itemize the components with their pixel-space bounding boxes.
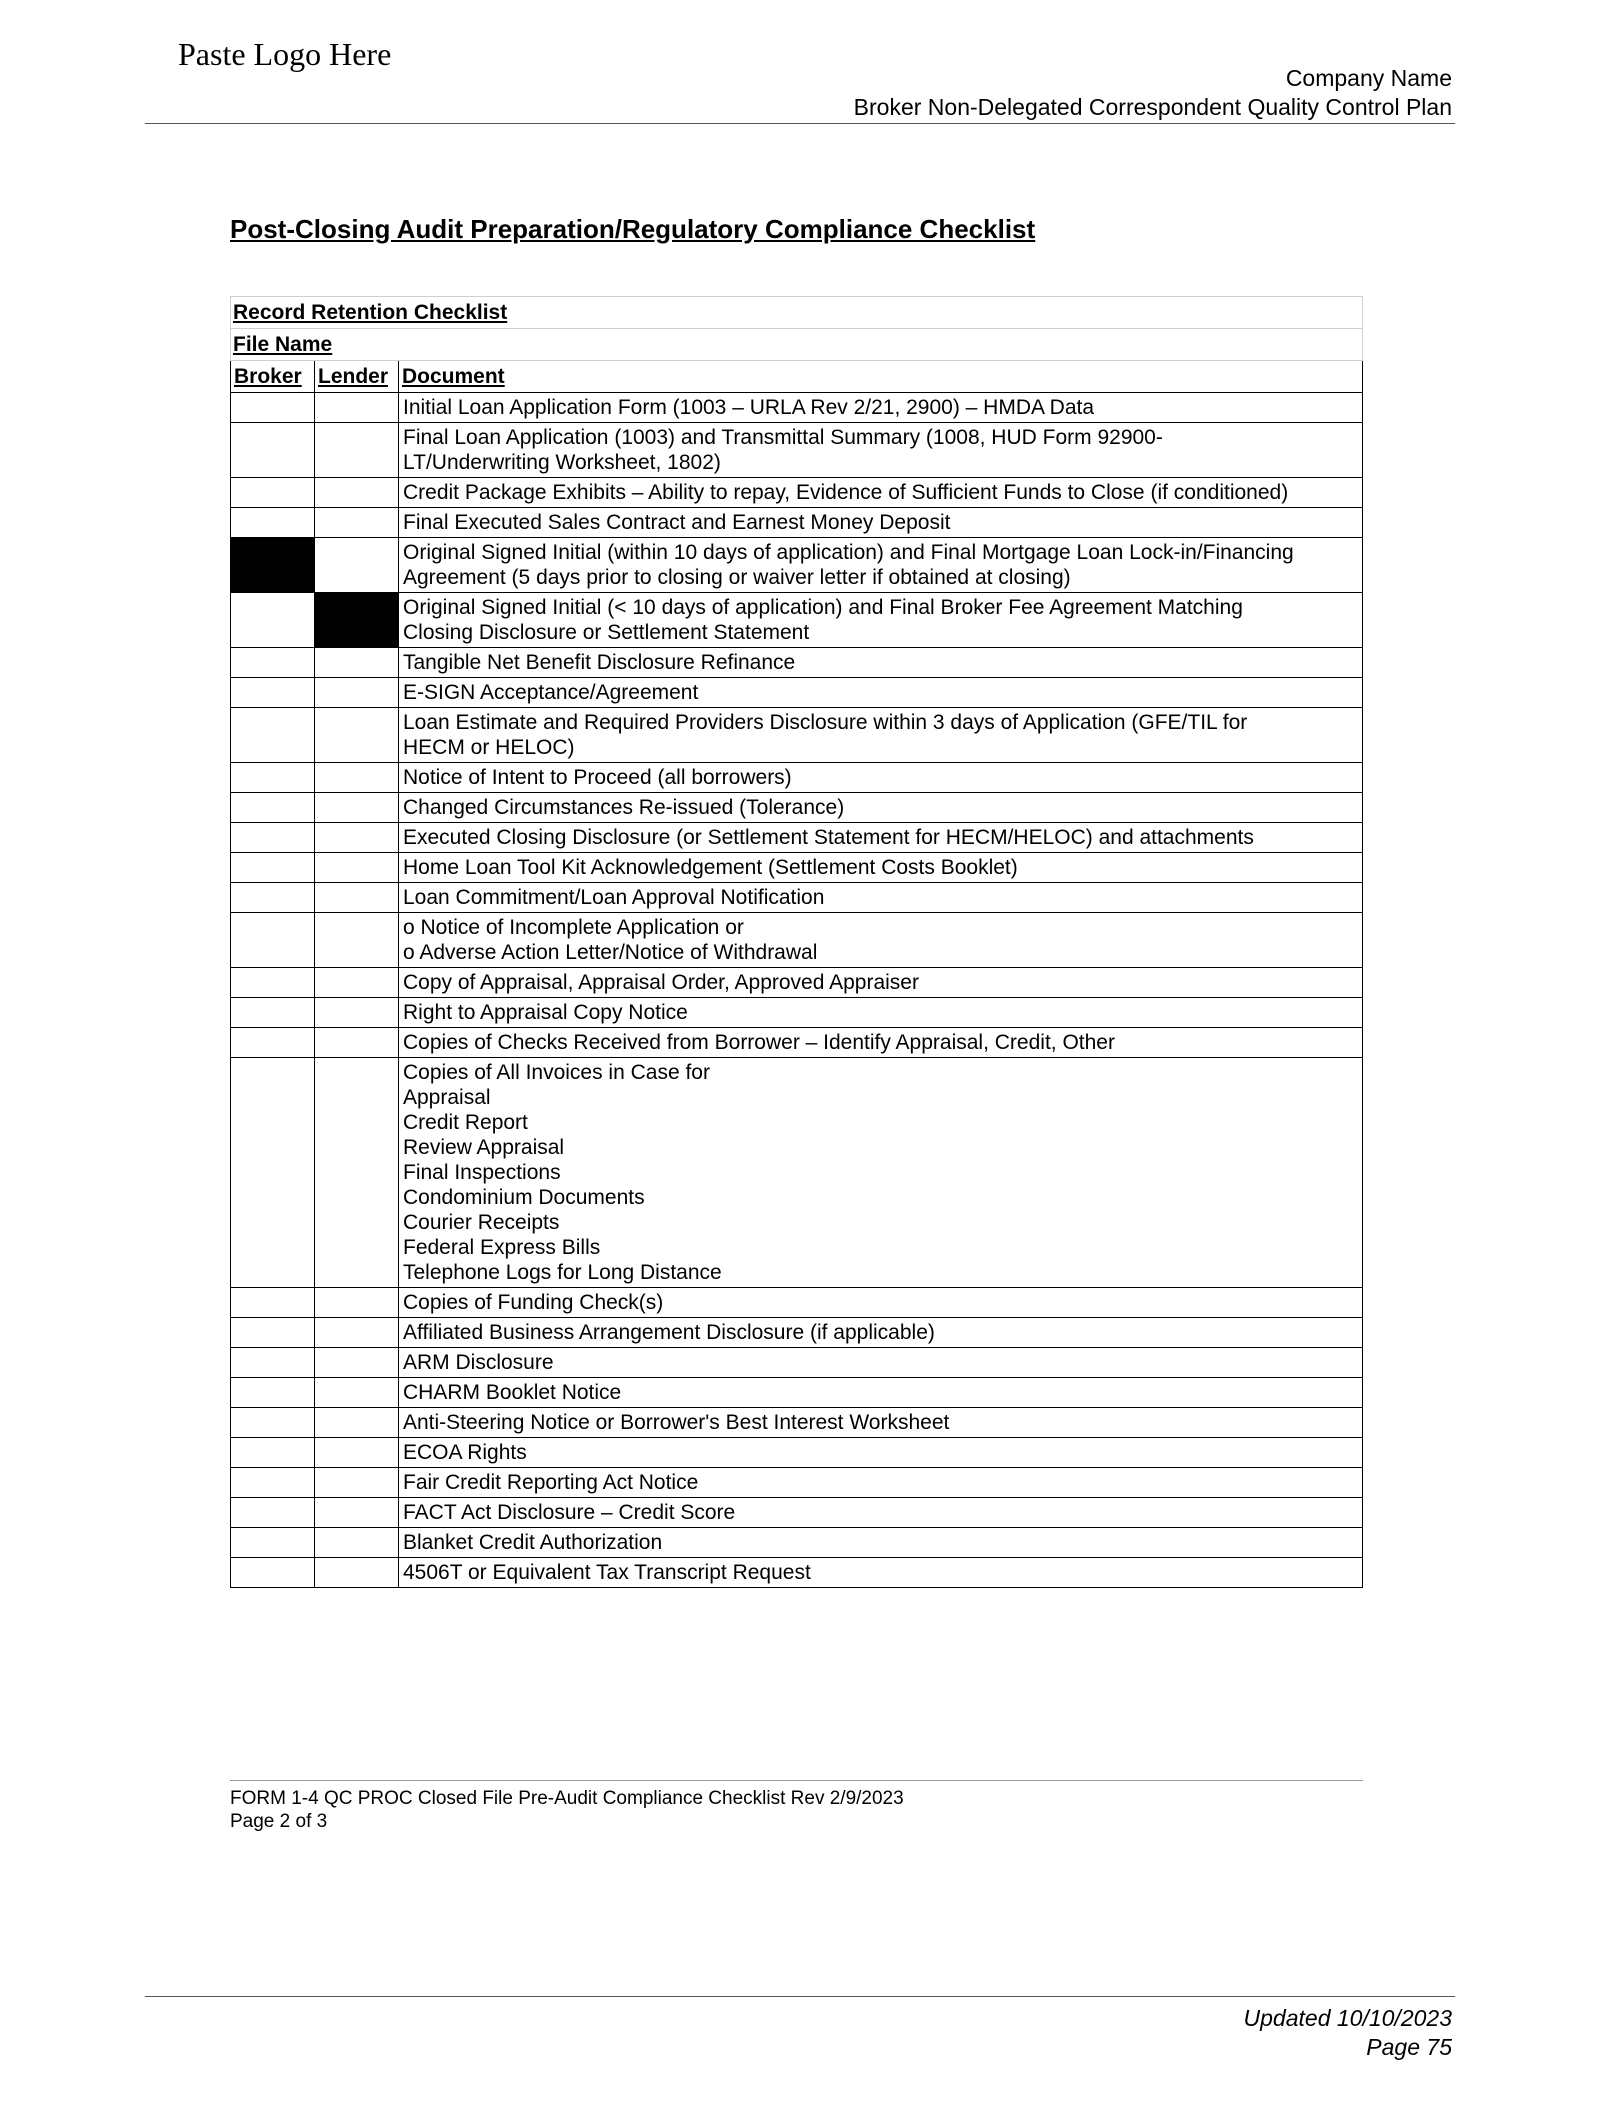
document-cell [399,1348,1363,1378]
record-retention-checklist-table [230,296,1363,1588]
document-cell [399,793,1363,823]
broker-check-cell[interactable] [231,708,315,763]
document-text: Copies of All Invoices in Case for [403,1061,710,1084]
column-header-row [231,361,1363,393]
logo-placeholder: Paste Logo Here [178,36,392,72]
column-header-broker: Broker [231,361,315,393]
document-cell [399,1028,1363,1058]
lender-check-cell[interactable] [315,823,399,853]
document-text: Appraisal [403,1086,491,1109]
document-text: Copy of Appraisal, Appraisal Order, Approved Appraiser [403,971,919,994]
page-footer [1244,2004,1452,2062]
column-header-document: Document [399,361,1363,393]
table-row [231,913,1363,968]
lender-check-cell[interactable] [315,1468,399,1498]
lender-check-cell[interactable] [315,423,399,478]
document-text: 4506T or Equivalent Tax Transcript Request [403,1561,811,1584]
broker-check-cell[interactable] [231,1378,315,1408]
document-text: Right to Appraisal Copy Notice [403,1001,688,1024]
document-text: Final Executed Sales Contract and Earnest Money Deposit [403,511,951,534]
file-name-row [231,329,1363,361]
broker-check-cell[interactable] [231,1028,315,1058]
table-row [231,1028,1363,1058]
lender-check-cell[interactable] [315,478,399,508]
page-header [854,64,1452,122]
document-text: Notice of Intent to Proceed (all borrowers) [403,766,792,789]
lender-check-cell[interactable] [315,883,399,913]
document-cell [399,853,1363,883]
broker-check-cell[interactable] [231,1288,315,1318]
document-cell [399,538,1363,593]
lender-check-cell[interactable] [315,1058,399,1288]
broker-check-cell[interactable] [231,853,315,883]
broker-check-cell[interactable] [231,508,315,538]
table-row [231,1378,1363,1408]
table-row [231,1058,1363,1288]
document-cell [399,763,1363,793]
lender-check-cell[interactable] [315,1378,399,1408]
table-row [231,998,1363,1028]
document-text: Loan Commitment/Loan Approval Notification [403,886,825,909]
document-text: Home Loan Tool Kit Acknowledgement (Settlement Costs Booklet) [403,856,1018,879]
form-identifier: FORM 1-4 QC PROC Closed File Pre-Audit Compliance Checklist Rev 2/9/2023 [230,1788,904,1809]
document-text: Federal Express Bills [403,1236,601,1259]
table-row [231,538,1363,593]
document-cell [399,393,1363,423]
table-row [231,1468,1363,1498]
table-row [231,1348,1363,1378]
document-cell [399,1498,1363,1528]
lender-check-cell[interactable] [315,1028,399,1058]
document-cell [399,998,1363,1028]
table-row [231,853,1363,883]
table-row [231,1318,1363,1348]
table-row [231,823,1363,853]
document-text: Final Inspections [403,1161,561,1184]
broker-check-cell[interactable] [231,478,315,508]
document-cell [399,508,1363,538]
section-label-row [231,297,1363,329]
broker-check-cell[interactable] [231,1318,315,1348]
document-cell [399,883,1363,913]
header-divider [145,123,1455,124]
document-cell [399,1408,1363,1438]
document-text: Anti-Steering Notice or Borrower's Best Interest Worksheet [403,1411,950,1434]
lender-check-cell[interactable] [315,1528,399,1558]
document-cell [399,593,1363,648]
document-text: Closing Disclosure or Settlement Statement [403,621,810,644]
document-cell [399,1528,1363,1558]
document-text: CHARM Booklet Notice [403,1381,622,1404]
lender-check-cell[interactable] [315,793,399,823]
document-cell [399,1438,1363,1468]
table-row [231,1498,1363,1528]
section-label: Record Retention Checklist [231,297,1363,329]
document-text: o Notice of Incomplete Application or [403,916,744,939]
document-cell [399,648,1363,678]
broker-check-cell[interactable] [231,1438,315,1468]
lender-check-cell[interactable] [315,538,399,593]
broker-check-cell[interactable] [231,648,315,678]
document-text: ECOA Rights [403,1441,527,1464]
table-row [231,708,1363,763]
table-row [231,1528,1363,1558]
updated-date: Updated 10/10/2023 [1243,2005,1452,2031]
document-cell [399,1318,1363,1348]
table-row [231,1408,1363,1438]
document-text: ARM Disclosure [403,1351,554,1374]
document-text: Initial Loan Application Form (1003 – URLA Rev 2/21, 2900) – HMDA Data [403,396,1095,419]
document-text: Affiliated Business Arrangement Disclosure (if applicable) [403,1321,935,1344]
document-text: Condominium Documents [403,1186,645,1209]
document-text: Tangible Net Benefit Disclosure Refinance [403,651,796,674]
table-row [231,593,1363,648]
broker-check-cell[interactable] [231,1468,315,1498]
lender-check-cell[interactable] [315,1558,399,1588]
page-number: Page 75 [1366,2034,1452,2060]
document-text: FACT Act Disclosure – Credit Score [403,1501,736,1524]
document-text: E-SIGN Acceptance/Agreement [403,681,699,704]
document-text: Original Signed Initial (within 10 days of application) and Final Mortgage Loan Lock-in/Financing [403,541,1294,564]
lender-check-cell[interactable] [315,968,399,998]
lender-check-cell[interactable] [315,648,399,678]
lender-check-cell [315,593,399,648]
document-cell [399,478,1363,508]
document-cell [399,708,1363,763]
document-text: Telephone Logs for Long Distance [403,1261,722,1284]
lender-check-cell[interactable] [315,1408,399,1438]
lender-check-cell[interactable] [315,508,399,538]
table-row [231,968,1363,998]
document-cell [399,423,1363,478]
document-text: Review Appraisal [403,1136,565,1159]
form-page-number: Page 2 of 3 [230,1811,328,1832]
document-text: LT/Underwriting Worksheet, 1802) [403,451,721,474]
footer-divider [145,1996,1455,1997]
broker-check-cell[interactable] [231,1498,315,1528]
document-text: Copies of Funding Check(s) [403,1291,664,1314]
table-row [231,883,1363,913]
broker-check-cell[interactable] [231,883,315,913]
broker-check-cell[interactable] [231,1058,315,1288]
column-header-lender: Lender [315,361,399,393]
table-row [231,648,1363,678]
lender-check-cell[interactable] [315,708,399,763]
document-cell [399,1288,1363,1318]
plan-title: Broker Non-Delegated Correspondent Quality Control Plan [853,94,1452,120]
lender-check-cell[interactable] [315,913,399,968]
table-row [231,1558,1363,1588]
lender-check-cell[interactable] [315,1348,399,1378]
form-footer [230,1780,1363,1833]
document-text: HECM or HELOC) [403,736,575,759]
broker-check-cell[interactable] [231,1408,315,1438]
broker-check-cell [231,538,315,593]
file-name-label: File Name [231,329,1363,361]
document-text: Courier Receipts [403,1211,560,1234]
document-cell [399,968,1363,998]
table-row [231,1438,1363,1468]
document-text: Loan Estimate and Required Providers Disclosure within 3 days of Application (GFE/TIL for [403,711,1248,734]
document-text: Changed Circumstances Re-issued (Tolerance) [403,796,845,819]
document-text: Credit Package Exhibits – Ability to repay, Evidence of Sufficient Funds to Close (if conditioned) [403,481,1289,504]
lender-check-cell[interactable] [315,1498,399,1528]
broker-check-cell[interactable] [231,1348,315,1378]
table-row [231,478,1363,508]
document-cell [399,1378,1363,1408]
table-row [231,763,1363,793]
lender-check-cell[interactable] [315,393,399,423]
broker-check-cell[interactable] [231,823,315,853]
lender-check-cell[interactable] [315,678,399,708]
lender-check-cell[interactable] [315,1318,399,1348]
document-cell [399,678,1363,708]
document-cell [399,913,1363,968]
document-text: Agreement (5 days prior to closing or waiver letter if obtained at closing) [403,566,1071,589]
broker-check-cell[interactable] [231,678,315,708]
document-text: Original Signed Initial (< 10 days of application) and Final Broker Fee Agreement Matching [403,596,1243,619]
broker-check-cell[interactable] [231,763,315,793]
table-row [231,678,1363,708]
document-cell [399,1468,1363,1498]
table-row [231,1288,1363,1318]
broker-check-cell[interactable] [231,1558,315,1588]
page-title: Post-Closing Audit Preparation/Regulatory Compliance Checklist [230,214,1036,244]
document-cell [399,1558,1363,1588]
document-text: Copies of Checks Received from Borrower – Identify Appraisal, Credit, Other [403,1031,1115,1054]
broker-check-cell[interactable] [231,393,315,423]
table-row [231,508,1363,538]
broker-check-cell[interactable] [231,913,315,968]
lender-check-cell[interactable] [315,1438,399,1468]
company-name: Company Name [1285,65,1452,91]
document-text: Blanket Credit Authorization [403,1531,663,1554]
broker-check-cell[interactable] [231,593,315,648]
document-text: Credit Report [403,1111,528,1134]
document-text: Final Loan Application (1003) and Transmittal Summary (1008, HUD Form 92900- [403,426,1163,449]
document-text: Fair Credit Reporting Act Notice [403,1471,699,1494]
lender-check-cell[interactable] [315,763,399,793]
document-cell [399,1058,1363,1288]
broker-check-cell[interactable] [231,1528,315,1558]
document-text: o Adverse Action Letter/Notice of Withdrawal [403,941,818,964]
table-row [231,393,1363,423]
lender-check-cell[interactable] [315,1288,399,1318]
lender-check-cell[interactable] [315,998,399,1028]
document-text: Executed Closing Disclosure (or Settlement Statement for HECM/HELOC) and attachments [403,826,1254,849]
table-row [231,793,1363,823]
broker-check-cell[interactable] [231,998,315,1028]
broker-check-cell[interactable] [231,793,315,823]
broker-check-cell[interactable] [231,423,315,478]
lender-check-cell[interactable] [315,853,399,883]
broker-check-cell[interactable] [231,968,315,998]
table-row [231,423,1363,478]
document-cell [399,823,1363,853]
